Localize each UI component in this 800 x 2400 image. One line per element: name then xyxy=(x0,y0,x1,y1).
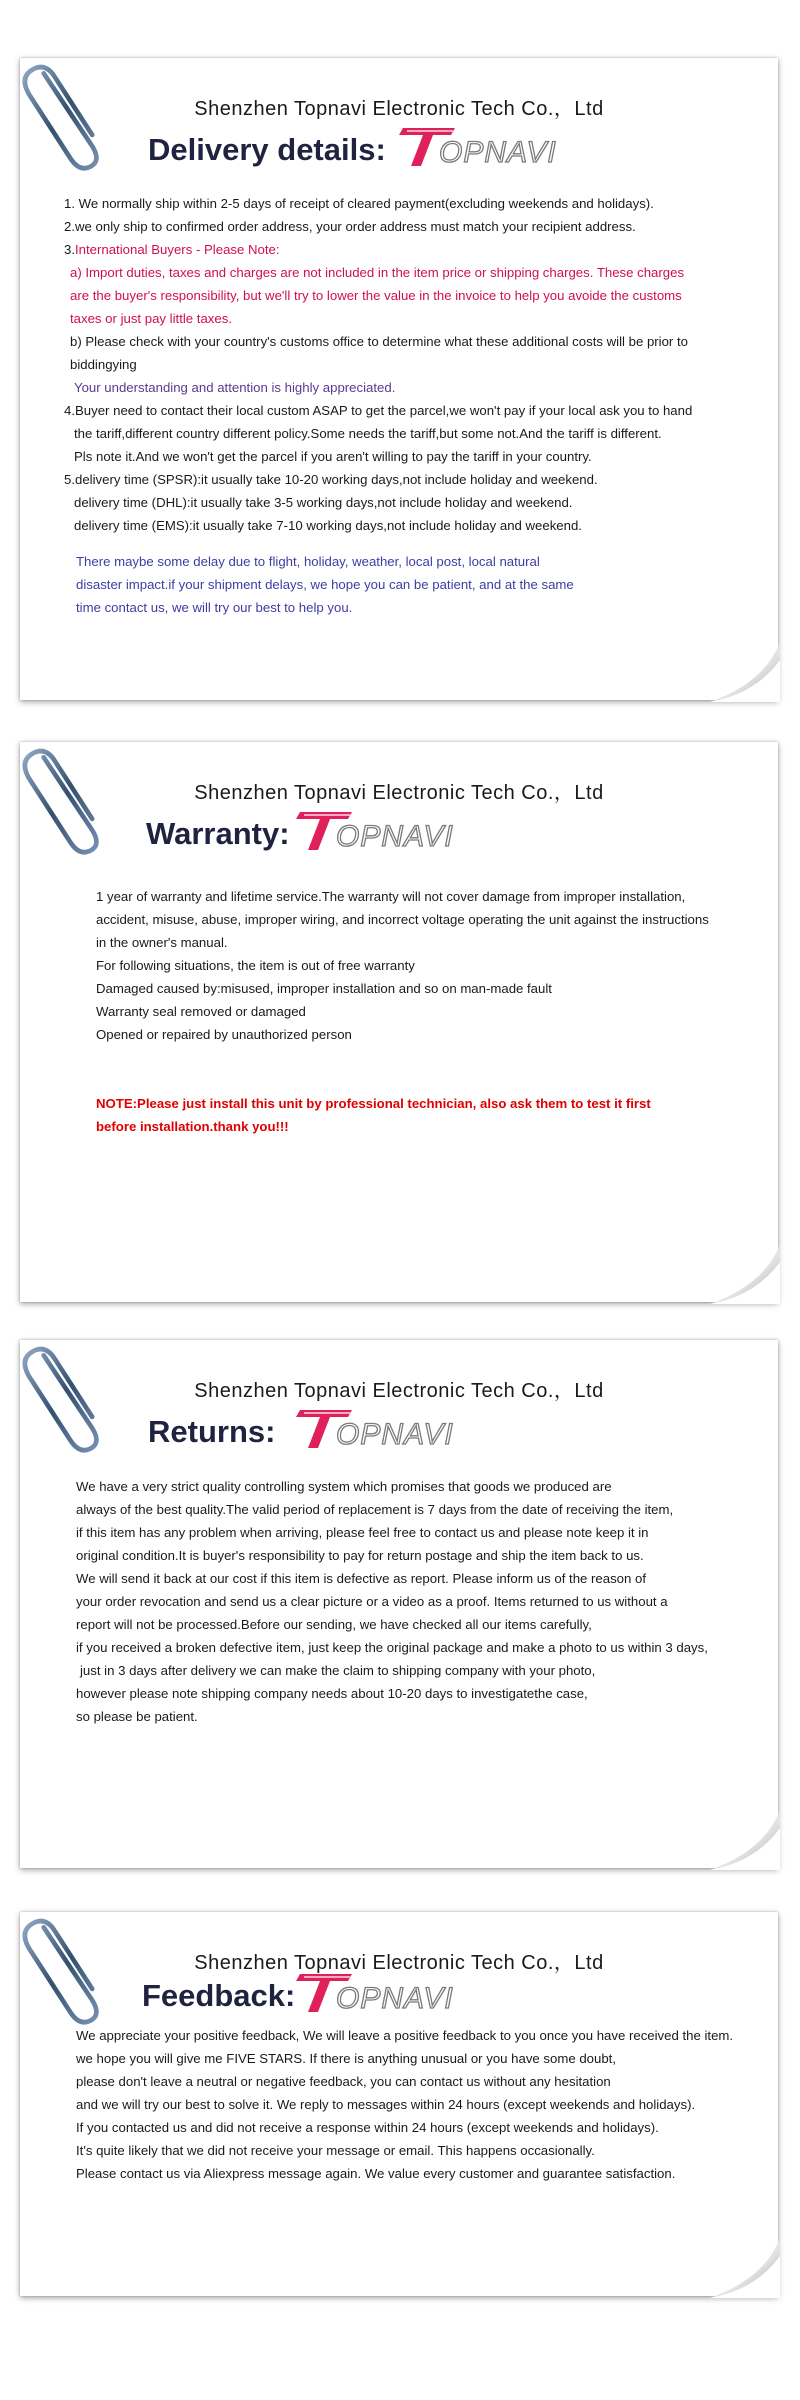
delivery-line: delivery time (DHL):it usually take 3-5 working days,not include holiday and weekend. xyxy=(74,495,573,510)
topnavi-logo xyxy=(292,1404,492,1454)
returns-line: We will send it back at our cost if this item is defective as report. Please inform us of the reason of xyxy=(76,1571,647,1586)
returns-line: if this item has any problem when arriving, please feel free to contact us and please note keep it in xyxy=(76,1525,649,1540)
warranty-line: 1 year of warranty and lifetime service.The warranty will not cover damage from improper installation, xyxy=(96,889,686,904)
page-curl-icon xyxy=(710,1244,780,1304)
returns-card xyxy=(20,1340,778,1868)
returns-heading: Returns: xyxy=(148,1414,276,1449)
returns-line: however please note shipping company needs about 10-20 days to investigatethe case, xyxy=(76,1686,588,1701)
delivery-card xyxy=(20,58,778,700)
delivery-text xyxy=(64,192,692,619)
delivery-line: 5.delivery time (SPSR):it usually take 10-20 working days,not include holiday and weekend. xyxy=(64,472,598,487)
warranty-line: accident, misuse, abuse, improper wiring, and incorrect voltage operating the unit against the instructions xyxy=(96,912,709,927)
feedback-line: we hope you will give me FIVE STARS. If there is anything unusual or you have some doubt, xyxy=(76,2051,616,2066)
delivery-line: 4.Buyer need to contact their local custom ASAP to get the parcel,we won't pay if your local ask you to hand xyxy=(64,403,693,418)
delivery-line: biddingying xyxy=(70,357,137,372)
delivery-line: taxes or just pay little taxes. xyxy=(70,311,232,326)
delivery-line: Pls note it.And we won't get the parcel if you aren't willing to pay the tariff in your country. xyxy=(74,449,592,464)
feedback-heading: Feedback: xyxy=(142,1978,296,2013)
returns-line: report will not be processed.Before our sending, we have checked all our items carefully, xyxy=(76,1617,592,1632)
topnavi-logo xyxy=(395,122,595,172)
delivery-line: b) Please check with your country's customs office to determine what these additional costs will be prior to xyxy=(70,334,688,349)
delivery-line: Your understanding and attention is highly appreciated. xyxy=(74,380,396,395)
warranty-line: Damaged caused by:misused, improper installation and so on man-made fault xyxy=(96,981,552,996)
warranty-line: For following situations, the item is out of free warranty xyxy=(96,958,415,973)
returns-text xyxy=(76,1475,708,1728)
delivery-line: the tariff,different country different policy.Some needs the tariff,but some not.And the tariff is different. xyxy=(74,426,662,441)
spacer xyxy=(64,537,692,550)
delivery-line: 2.we only ship to confirmed order address, your order address must match your recipient address. xyxy=(64,219,636,234)
page-curl-icon xyxy=(710,642,780,702)
returns-line: always of the best quality.The valid period of replacement is 7 days from the date of receiving the item, xyxy=(76,1502,674,1517)
feedback-text xyxy=(76,2024,733,2185)
delivery-line: a) Import duties, taxes and charges are not included in the item price or shipping charges. These charges xyxy=(70,265,685,280)
feedback-line: please don't leave a neutral or negative feedback, you can contact us without any hesitation xyxy=(76,2074,611,2089)
page-curl-icon xyxy=(710,2238,780,2298)
warranty-line: in the owner's manual. xyxy=(96,935,228,950)
warranty-card xyxy=(20,742,778,1302)
company-name: Shenzhen Topnavi Electronic Tech Co.，Ltd xyxy=(194,1952,604,1974)
company-name: Shenzhen Topnavi Electronic Tech Co.，Ltd xyxy=(194,98,604,120)
topnavi-logo xyxy=(292,1968,492,2018)
returns-line: your order revocation and send us a clear picture or a video as a proof. Items returned to us without a xyxy=(76,1594,668,1609)
delivery-line: 1. We normally ship within 2-5 days of receipt of cleared payment(excluding weekends and holidays). xyxy=(64,196,654,211)
feedback-line: and we will try our best to solve it. We reply to messages within 24 hours (except weekends and holidays). xyxy=(76,2097,696,2112)
warranty-heading: Warranty: xyxy=(146,816,290,851)
delivery-line: are the buyer's responsibility, but we'll try to lower the value in the invoice to help you avoide the customs xyxy=(70,288,682,303)
returns-line: original condition.It is buyer's responsibility to pay for return postage and ship the item back to us. xyxy=(76,1548,644,1563)
delivery-line: 3.International Buyers - Please Note: xyxy=(64,242,280,257)
warranty-line: Warranty seal removed or damaged xyxy=(96,1004,306,1019)
delivery-line: time contact us, we will try our best to help you. xyxy=(76,600,353,615)
company-name: Shenzhen Topnavi Electronic Tech Co.，Ltd xyxy=(194,1380,604,1402)
feedback-card xyxy=(20,1912,778,2296)
warranty-text xyxy=(96,885,709,1138)
topnavi-logo xyxy=(292,806,492,856)
company-name: Shenzhen Topnavi Electronic Tech Co.，Ltd xyxy=(194,782,604,804)
delivery-heading: Delivery details: xyxy=(148,132,386,167)
feedback-line: We appreciate your positive feedback, We will leave a positive feedback to you once you have received the item. xyxy=(76,2028,734,2043)
spacer xyxy=(96,1046,709,1092)
feedback-line: It's quite likely that we did not receive your message or email. This happens occasionally. xyxy=(76,2143,595,2158)
delivery-line: disaster impact.if your shipment delays, we hope you can be patient, and at the same xyxy=(76,577,574,592)
returns-line: if you received a broken defective item, just keep the original package and make a photo to us within 3 days, xyxy=(76,1640,708,1655)
page-curl-icon xyxy=(710,1810,780,1870)
delivery-line: delivery time (EMS):it usually take 7-10 working days,not include holiday and weekend. xyxy=(74,518,582,533)
returns-line: just in 3 days after delivery we can make the claim to shipping company with your photo, xyxy=(80,1663,596,1678)
warranty-note: before installation.thank you!!! xyxy=(96,1119,289,1134)
returns-line: We have a very strict quality controlling system which promises that goods we produced are xyxy=(76,1479,612,1494)
delivery-line: There maybe some delay due to flight, holiday, weather, local post, local natural xyxy=(76,554,540,569)
feedback-line: Please contact us via Aliexpress message again. We value every customer and guarantee satisfaction. xyxy=(76,2166,676,2181)
warranty-note: NOTE:Please just install this unit by professional technician, also ask them to test it first xyxy=(96,1096,651,1111)
feedback-line: If you contacted us and did not receive a response within 24 hours (except weekends and holidays). xyxy=(76,2120,659,2135)
warranty-line: Opened or repaired by unauthorized person xyxy=(96,1027,352,1042)
returns-line: so please be patient. xyxy=(76,1709,198,1724)
